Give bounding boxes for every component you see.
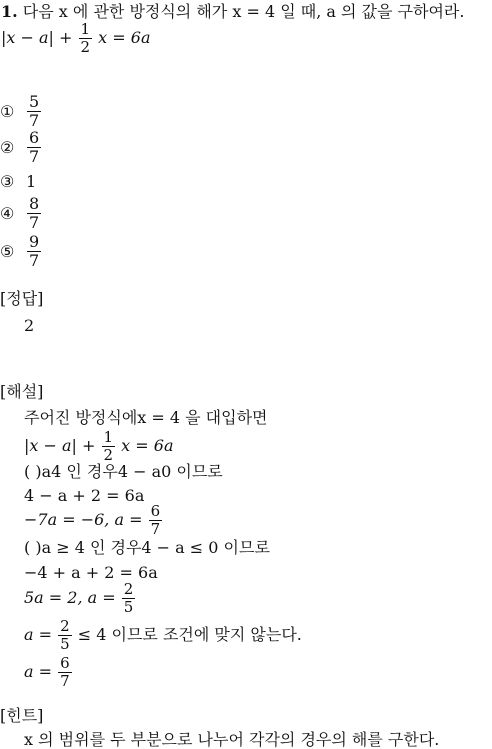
equation-right: ≤ 4 이므로 조건에 맞지 않는다. bbox=[77, 625, 302, 644]
fraction-denominator: 7 bbox=[150, 520, 161, 538]
equation-left: |x − a| + bbox=[1, 28, 73, 47]
choice-fraction bbox=[27, 130, 41, 165]
choice-mark: ③ bbox=[0, 172, 15, 191]
equation-right: x = 6a bbox=[121, 436, 174, 455]
problem-number: 1. bbox=[1, 2, 18, 21]
choice-3[interactable] bbox=[0, 172, 36, 191]
equation-fraction bbox=[79, 22, 93, 55]
equation-fraction bbox=[58, 656, 72, 689]
equation-left: a = bbox=[24, 625, 53, 644]
fraction-numerator: 8 bbox=[29, 194, 40, 213]
explanation-line-9 bbox=[24, 619, 302, 652]
problem-statement bbox=[1, 2, 464, 22]
answer-value: 2 bbox=[24, 316, 35, 335]
equation-left: a = bbox=[24, 662, 53, 681]
explanation-line-10 bbox=[24, 656, 73, 689]
equation-left: −7a = −6, a = bbox=[24, 510, 143, 529]
explanation-line-1: 주어진 방정식에x = 4 을 대입하면 bbox=[24, 408, 268, 427]
fraction-numerator: 6 bbox=[60, 654, 70, 672]
explanation-line-3: ( )a4 인 경우4 − a0 이므로 bbox=[24, 462, 223, 481]
fraction-numerator: 2 bbox=[123, 580, 134, 598]
explanation-line-4: 4 − a + 2 = 6a bbox=[24, 486, 145, 505]
fraction-numerator: 2 bbox=[60, 617, 70, 635]
explanation-line-6: ( )a ≥ 4 인 경우4 − a ≤ 0 이므로 bbox=[24, 538, 270, 557]
fraction-denominator: 7 bbox=[29, 251, 40, 270]
fraction-numerator: 1 bbox=[80, 20, 91, 38]
choice-mark: ① bbox=[0, 102, 15, 121]
choice-mark: ② bbox=[0, 138, 15, 157]
fraction-denominator: 5 bbox=[123, 598, 134, 616]
fraction-numerator: 1 bbox=[103, 428, 114, 446]
choice-5[interactable] bbox=[0, 234, 42, 269]
fraction-numerator: 6 bbox=[150, 502, 161, 520]
fraction-denominator: 2 bbox=[103, 446, 114, 464]
fraction-denominator: 7 bbox=[29, 147, 40, 166]
choice-4[interactable] bbox=[0, 196, 42, 231]
explanation-label: [해설] bbox=[0, 382, 44, 401]
choice-value: 1 bbox=[26, 172, 37, 191]
explanation-line-7: −4 + a + 2 = 6a bbox=[24, 563, 158, 582]
explanation-line-8 bbox=[24, 582, 136, 615]
choice-fraction bbox=[27, 196, 41, 231]
choice-2[interactable] bbox=[0, 130, 42, 165]
explanation-line-5 bbox=[24, 504, 163, 537]
fraction-numerator: 9 bbox=[29, 232, 40, 251]
equation-fraction bbox=[102, 430, 116, 463]
equation-fraction bbox=[149, 504, 163, 537]
equation-left: 5a = 2, a = bbox=[24, 588, 116, 607]
fraction-denominator: 7 bbox=[29, 111, 40, 130]
problem-text: 다음 x 에 관한 방정식의 해가 x = 4 일 때, a 의 값을 구하여라. bbox=[22, 2, 465, 21]
fraction-denominator: 7 bbox=[60, 672, 70, 690]
problem-equation bbox=[1, 22, 150, 55]
fraction-numerator: 5 bbox=[29, 92, 40, 111]
choice-mark: ④ bbox=[0, 204, 15, 223]
fraction-denominator: 5 bbox=[60, 635, 70, 653]
equation-left: |x − a| + bbox=[24, 436, 96, 455]
explanation-line-2 bbox=[24, 430, 173, 463]
fraction-denominator: 2 bbox=[80, 38, 91, 56]
choice-mark: ⑤ bbox=[0, 242, 15, 261]
choice-1[interactable] bbox=[0, 94, 42, 129]
equation-right: x = 6a bbox=[98, 28, 151, 47]
equation-fraction bbox=[58, 619, 72, 652]
fraction-numerator: 6 bbox=[29, 128, 40, 147]
equation-fraction bbox=[122, 582, 136, 615]
hint-text: x 의 범위를 두 부분으로 나누어 각각의 경우의 해를 구한다. bbox=[24, 730, 440, 749]
answer-label: [정답] bbox=[0, 289, 44, 308]
choice-fraction bbox=[27, 234, 41, 269]
fraction-denominator: 7 bbox=[29, 213, 40, 232]
hint-label: [힌트] bbox=[0, 706, 44, 725]
choice-fraction bbox=[27, 94, 41, 129]
